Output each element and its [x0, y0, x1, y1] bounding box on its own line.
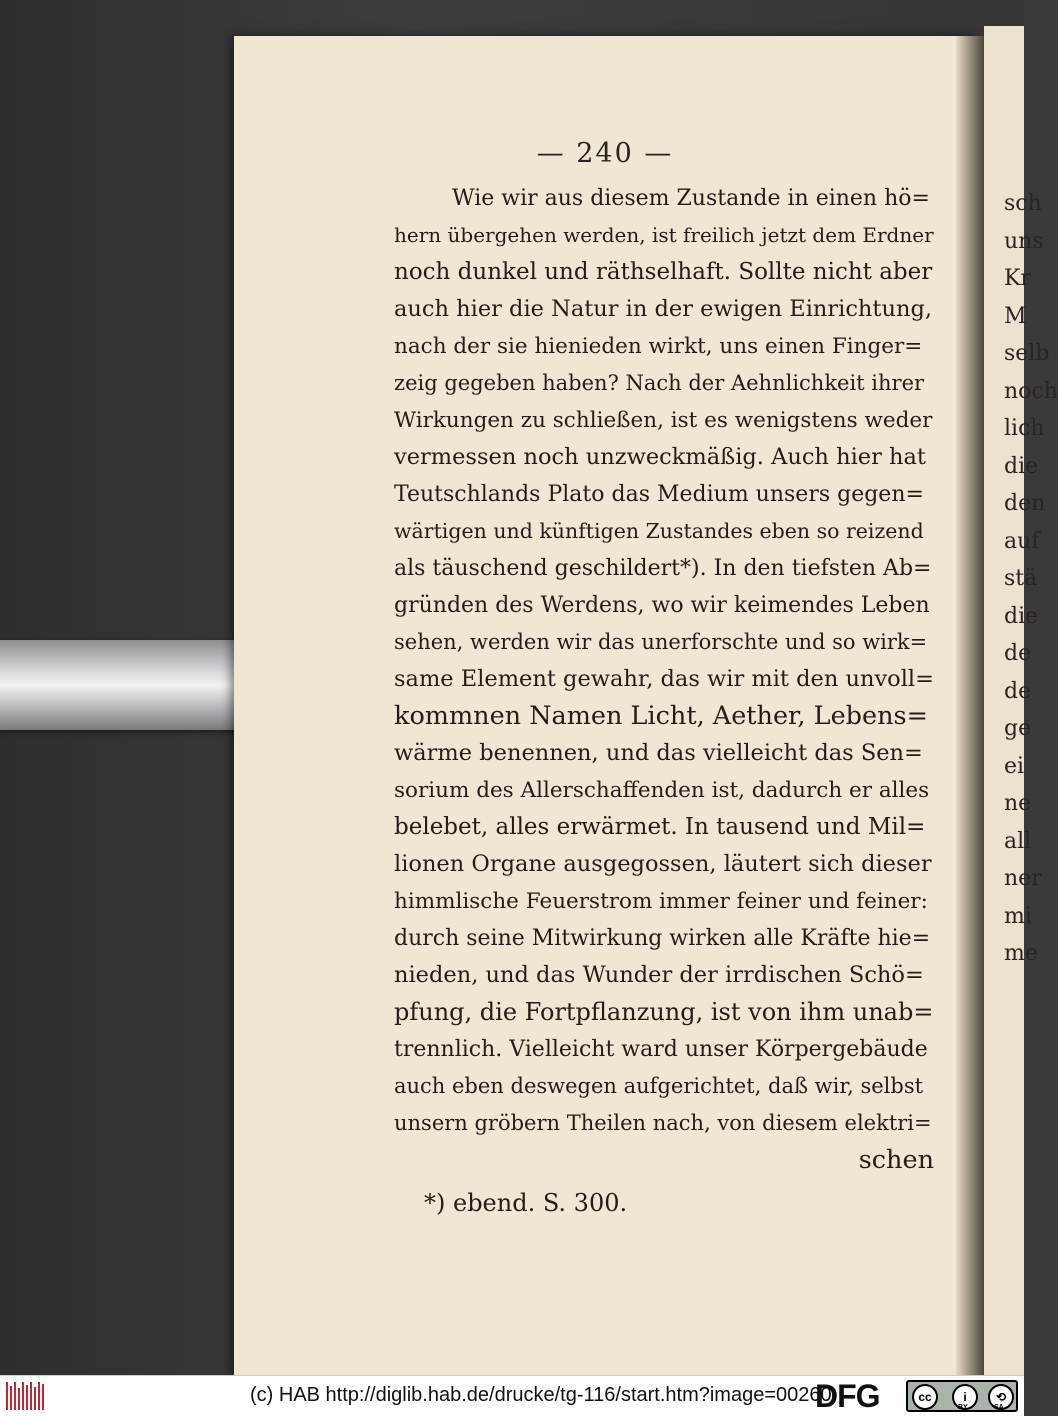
text-line: durch seine Mitwirkung wirken alle Kräfte hie= — [394, 926, 931, 951]
footer-bar — [0, 1375, 1024, 1416]
next-page-fragment: noch — [1004, 378, 1058, 404]
sharealike-icon: ⟲ — [988, 1384, 1014, 1410]
next-page-fragment: ei — [1004, 753, 1025, 779]
text-line: wärtigen und künftigen Zustandes eben so reizend — [394, 519, 924, 543]
next-page-edge — [984, 26, 1058, 1375]
text-line: lionen Organe ausgegossen, läutert sich dieser — [394, 851, 932, 877]
next-page-fragment: all — [1004, 828, 1032, 854]
footnote: *) ebend. S. 300. — [424, 1189, 628, 1217]
next-page-fragment: de — [1004, 678, 1032, 704]
page-number: — 240 — — [536, 138, 674, 169]
next-page-fragment: ner — [1004, 866, 1042, 891]
text-line: wärme benennen, und das vielleicht das Sen= — [394, 740, 923, 766]
copyright-link[interactable]: (c) HAB http://diglib.hab.de/drucke/tg-116/start.htm?image=00260 — [250, 1384, 832, 1406]
text-line: nach der sie hienieden wirkt, uns einen Finger= — [394, 334, 923, 359]
text-line: vermessen noch unzweckmäßig. Auch hier hat — [394, 444, 926, 470]
text-line: himmlische Feuerstrom immer feiner und feiner: — [394, 889, 928, 914]
sa-label: SA — [994, 1404, 1004, 1411]
next-page-fragment: die — [1004, 603, 1039, 629]
by-label: BY — [958, 1404, 968, 1411]
book-page — [234, 36, 976, 1375]
text-line: trennlich. Vielleicht ward unser Körpergebäude — [394, 1037, 928, 1062]
next-page-fragment: me — [1004, 941, 1038, 966]
text-line: kommnen Namen Licht, Aether, Lebens= — [394, 701, 928, 731]
text-line: nieden, und das Wunder der irrdischen Schö= — [394, 962, 924, 988]
next-page-fragment: die — [1004, 453, 1039, 479]
text-line: als täuschend geschildert*). In den tiefsten Ab= — [394, 556, 932, 581]
next-page-fragment: sch — [1004, 191, 1042, 216]
text-line: hern übergehen werden, ist freilich jetzt dem Erdner — [394, 223, 934, 247]
text-line: Wie wir aus diesem Zustande in einen hö= — [452, 186, 930, 211]
text-line: same Element gewahr, das wir mit den unvoll= — [394, 666, 934, 692]
next-page-fragment: lich — [1004, 416, 1045, 441]
next-page-fragment: Kr — [1004, 266, 1031, 291]
catchword: schen — [858, 1145, 934, 1175]
text-line: noch dunkel und räthselhaft. Sollte nicht aber — [394, 259, 933, 285]
text-line: zeig gegeben haben? Nach der Aehnlichkeit ihrer — [394, 371, 925, 395]
text-line: belebet, alles erwärmet. In tausend und Mil= — [394, 814, 926, 840]
text-line: auch eben deswegen aufgerichtet, daß wir, selbst — [394, 1074, 924, 1098]
book-gutter — [956, 36, 984, 1375]
next-page-fragment: den — [1004, 491, 1046, 516]
hab-barcode-icon — [6, 1382, 46, 1410]
next-page-fragment: uns — [1004, 228, 1044, 254]
text-line: gründen des Werdens, wo wir keimendes Leben — [394, 593, 930, 618]
text-line: Teutschlands Plato das Medium unsers gegen= — [394, 482, 924, 507]
next-page-fragment: ge — [1004, 716, 1032, 741]
next-page-fragment: mi — [1004, 903, 1032, 929]
page-text — [394, 180, 934, 1179]
text-line: unsern gröbern Theilen nach, von diesem elektri= — [394, 1111, 932, 1135]
cc-license-badge[interactable] — [906, 1380, 1018, 1412]
by-person-icon: i — [952, 1384, 978, 1410]
next-page-fragment: de — [1004, 641, 1032, 666]
text-line: Wirkungen zu schließen, ist es wenigstens weder — [394, 408, 933, 433]
next-page-fragment: M — [1004, 303, 1027, 329]
next-page-fragment: selb — [1004, 341, 1050, 366]
text-line: sorium des Allerschaffenden ist, dadurch er alles — [394, 778, 930, 803]
next-page-fragment: auf — [1004, 528, 1040, 554]
cc-icon: cc — [912, 1384, 938, 1410]
text-line: sehen, werden wir das unerforschte und so wirk= — [394, 630, 928, 654]
next-page-fragment: ne — [1004, 791, 1032, 816]
text-line: auch hier die Natur in der ewigen Einrichtung, — [394, 296, 933, 322]
dfg-logo: DFG — [815, 1378, 880, 1414]
next-page-fragment: stä — [1004, 566, 1038, 591]
text-line: pfung, die Fortpflanzung, ist von ihm unab= — [394, 998, 934, 1026]
